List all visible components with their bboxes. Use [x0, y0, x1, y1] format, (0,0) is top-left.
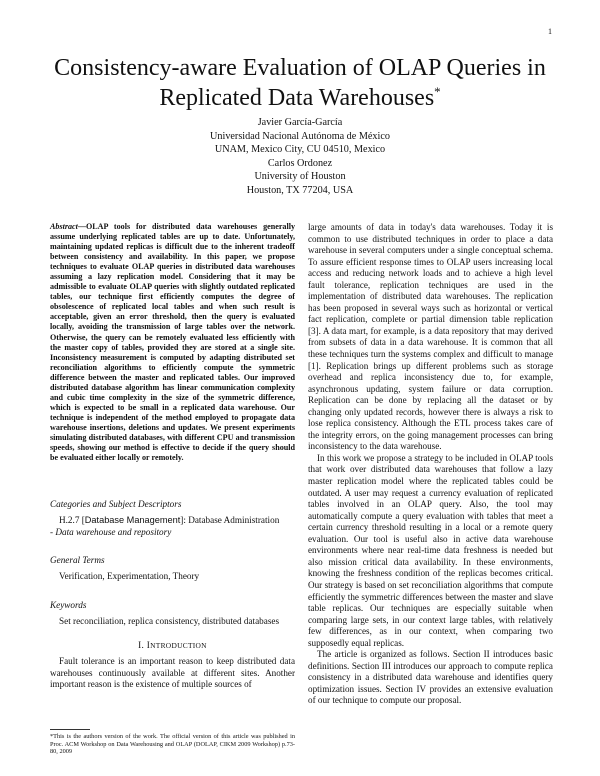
- categories-code: H.2.7 [: [59, 515, 85, 526]
- section-numeral: I.: [138, 640, 145, 651]
- author-address-2: Houston, TX 77204, USA: [246, 184, 354, 196]
- section-title-rest: NTRODUCTION: [150, 641, 207, 651]
- keywords-text: Set reconciliation, replica consistency, distributed databases: [59, 615, 280, 626]
- title-line-2-text: Replicated Data Warehouses: [159, 85, 435, 111]
- categories-heading: Categories and Subject Descriptors: [50, 499, 182, 510]
- author-affiliation-1: Universidad Nacional Autónoma de México: [210, 130, 390, 142]
- author-name-2: Carlos Ordonez: [267, 157, 333, 169]
- section-heading-introduction: [50, 639, 295, 652]
- page-number: 1: [548, 27, 552, 36]
- body-paragraph-2: In this work we propose a strategy to be included in OLAP tools that work over distributed data warehouses that follow a lazy master replication model where the replicated tables could be outdated. A user may request a currency evaluation of replicated tables involved in an OLAP query. Also, the tool may automatically compute a query evaluation with tables that meet a certain currency threshold resulting in a local or a remote query evaluation. Our tool is useful also in active data warehouse environments where near real-time data freshness is needed but also mission critical data availability. In these environments, knowing the freshness condition of the replicas becomes critical. Our strategy is based on set reconciliation algorithms that compute efficiently the symmetric differences between the master and slave table replicas. Our techniques are especially suitable when comparing large sets, in our context large tables, with relatively few differences, as in our context, when comparing two supposedly equal replicas.: [308, 452, 553, 648]
- left-column: [50, 222, 295, 691]
- title-footnote-mark: *: [434, 84, 441, 99]
- author-affiliation-2: University of Houston: [254, 171, 346, 183]
- footnote: *This is the authors version of the work. The official version of this article was published in Proc. ACM Workshop on Data Warehousing and OLAP (DOLAP, CIKM 2009 Workshop) p.73-80, 2009: [50, 733, 295, 756]
- paper-title: [40, 53, 560, 113]
- intro-left-text: [50, 656, 295, 691]
- footnote-rule: [50, 729, 90, 730]
- right-body-text: [308, 222, 553, 707]
- title-line-2: [40, 83, 560, 113]
- body-paragraph-3: The article is organized as follows. Section II introduces basic definitions. Section III introduces our approach to compute replica consistency in a distributed data warehouse and identifies query optimization issues. Section IV provides an extensive evaluation of our technique to compute our proposal.: [308, 649, 553, 706]
- author-name-1: Javier García-García: [257, 117, 343, 128]
- abstract-label: Abstract: [50, 222, 78, 231]
- keywords-heading: Keywords: [50, 599, 87, 610]
- categories-subtitle: [50, 527, 295, 539]
- section-first-letter: I: [146, 640, 151, 651]
- intro-paragraph-1: Fault tolerance is an important reason to keep distributed data warehouses continuously available at different sites. Another important reason is the existence of multiple sources of: [50, 656, 295, 690]
- general-terms-text: Verification, Experimentation, Theory: [59, 571, 200, 582]
- abstract-text: —OLAP tools for distributed data warehouses generally assume underlying replicated tables are up to date. Unfortunately, maintaining updated replicas is difficult due to the inherent tradeoff between consistency and availability. In this paper, we propose techniques to evaluate OLAP queries in distributed data warehouses assuming a lazy replication model. Considering that it may be admissible to evaluate OLAP queries with slightly outdated replicated tables, our technique first efficiently computes the degree of obsolescence of replicated local tables and when such result is acceptable, given an error threshold, then the query is evaluated locally, avoiding the transmission of large tables over the network. Otherwise, the query can be remotely evaluated less efficiently with the master copy of tables, provided they are stored at a single site. Inconsistency measurement is computed by adapting distributed set reconciliation algorithms to efficiently compute the symmetric difference between the master and replicated tables. Our improved distributed database algorithm has linear communication complexity and cubic time complexity in the size of the symmetric difference, which is expected to be small in a replicated data warehouse. Our technique is independent of the method employed to propagate data warehouse insertions, deletions and updates. We present experiments simulating distributed databases, with different CPU and transmission speeds, showing our method is effective to decide if the query should be evaluated either locally or remotely.: [50, 222, 295, 463]
- abstract: [50, 222, 295, 463]
- categories-rest: ]: Database Administration: [180, 515, 280, 526]
- categories-name: Database Management: [84, 515, 181, 526]
- general-terms-heading: General Terms: [50, 555, 105, 566]
- categories-descriptor: [50, 515, 295, 527]
- body-paragraph-1: large amounts of data in today's data warehouses. Today it is common to use distributed techniques in order to place a data warehouse in several computers under a single conceptual schema. To assure efficient response times to OLAP users increasing local access and reducing network loads and to achieve a high level fault tolerance, replication techniques are used in the implementation of distributed data warehouses. The replication has been proposed in several ways such as horizontal or vertical fact replication, complete or partial dimension table replication [3]. A data mart, for example, is a data repository that may derived from subsets of data in a data warehouse. It is common that all these techniques turn the systems complex and difficult to manage [1]. Replication brings up different problems such as storage overhead and replica inconsistency due to, for example, asynchronous updating, system failure or data corruption. Replication can be done by replacing all the dataset or by changing only updated records, however there is always a risk to lose replica consistency. Although the ETL process takes care of the integrity errors, on the going management processes can bring inconsistency to the data warehouse.: [308, 222, 553, 452]
- categories-subtitle-text: - Data warehouse and repository: [50, 526, 172, 537]
- author-block: [100, 116, 500, 198]
- right-column: [308, 222, 553, 707]
- author-address-1: UNAM, Mexico City, CU 04510, Mexico: [214, 144, 386, 156]
- title-line-1: Consistency-aware Evaluation of OLAP Queries in: [54, 55, 546, 81]
